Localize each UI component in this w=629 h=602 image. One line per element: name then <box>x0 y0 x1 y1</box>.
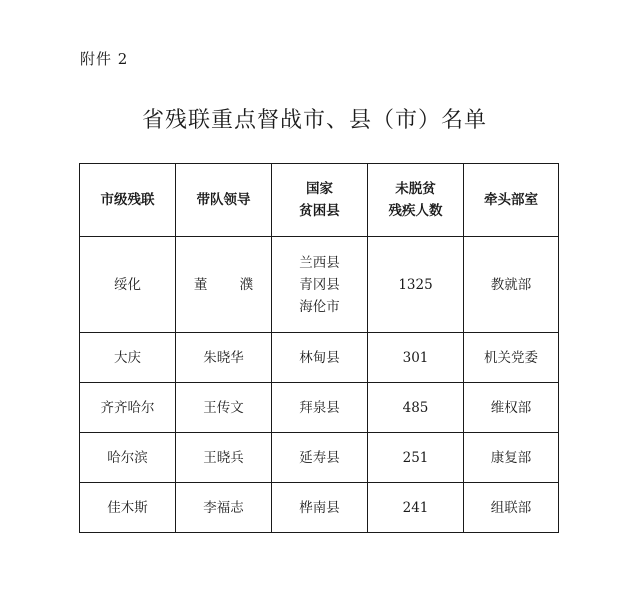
cell-count: 485 <box>368 383 464 433</box>
table-row <box>80 333 559 383</box>
header-lead-department <box>464 164 559 237</box>
table-row <box>80 483 559 533</box>
county-name: 青冈县 <box>299 276 340 293</box>
header-team-leader <box>176 164 272 237</box>
cell-count: 241 <box>368 483 464 533</box>
cell-city: 齐齐哈尔 <box>80 383 176 433</box>
cell-department: 康复部 <box>464 433 559 483</box>
cell-leader: 王晓兵 <box>176 433 272 483</box>
cell-department: 机关党委 <box>464 333 559 383</box>
cell-department: 维权部 <box>464 383 559 433</box>
header-line: 牵头部室 <box>484 192 538 208</box>
header-disabled-count <box>368 164 464 237</box>
county-name: 海伦市 <box>299 298 340 315</box>
cell-count: 301 <box>368 333 464 383</box>
header-line: 国家 <box>306 181 333 197</box>
cell-leader: 王传文 <box>176 383 272 433</box>
header-line: 残疾人数 <box>388 203 443 219</box>
cell-count: 1325 <box>368 237 464 333</box>
cell-counties: 林甸县 <box>272 333 368 383</box>
cell-city: 哈尔滨 <box>80 433 176 483</box>
cell-leader: 李福志 <box>176 483 272 533</box>
document-title: 省残联重点督战市、县（市）名单 <box>141 108 487 133</box>
cell-count: 251 <box>368 433 464 483</box>
leader-name: 董 濮 <box>193 276 268 293</box>
cell-city: 绥化 <box>80 237 176 333</box>
cell-department: 教就部 <box>464 237 559 333</box>
header-line: 市级残联 <box>100 192 155 208</box>
cell-department: 组联部 <box>464 483 559 533</box>
table-header-row <box>80 164 559 237</box>
cell-counties: 延寿县 <box>272 433 368 483</box>
cell-city: 大庆 <box>80 333 176 383</box>
header-poverty-county <box>272 164 368 237</box>
header-line: 贫困县 <box>299 203 340 219</box>
table-row <box>80 433 559 483</box>
cell-counties: 拜泉县 <box>272 383 368 433</box>
cell-city: 佳木斯 <box>80 483 176 533</box>
cell-counties: 桦南县 <box>272 483 368 533</box>
header-city-federation <box>80 164 176 237</box>
table-row <box>80 237 559 333</box>
cell-counties <box>272 237 368 333</box>
header-line: 带队领导 <box>196 192 251 208</box>
county-name: 兰西县 <box>299 254 340 271</box>
supervision-table <box>79 163 559 533</box>
cell-leader <box>176 237 272 333</box>
table-row <box>80 383 559 433</box>
cell-leader: 朱晓华 <box>176 333 272 383</box>
header-line: 未脱贫 <box>395 181 436 197</box>
attachment-label: 附件 2 <box>80 50 129 68</box>
